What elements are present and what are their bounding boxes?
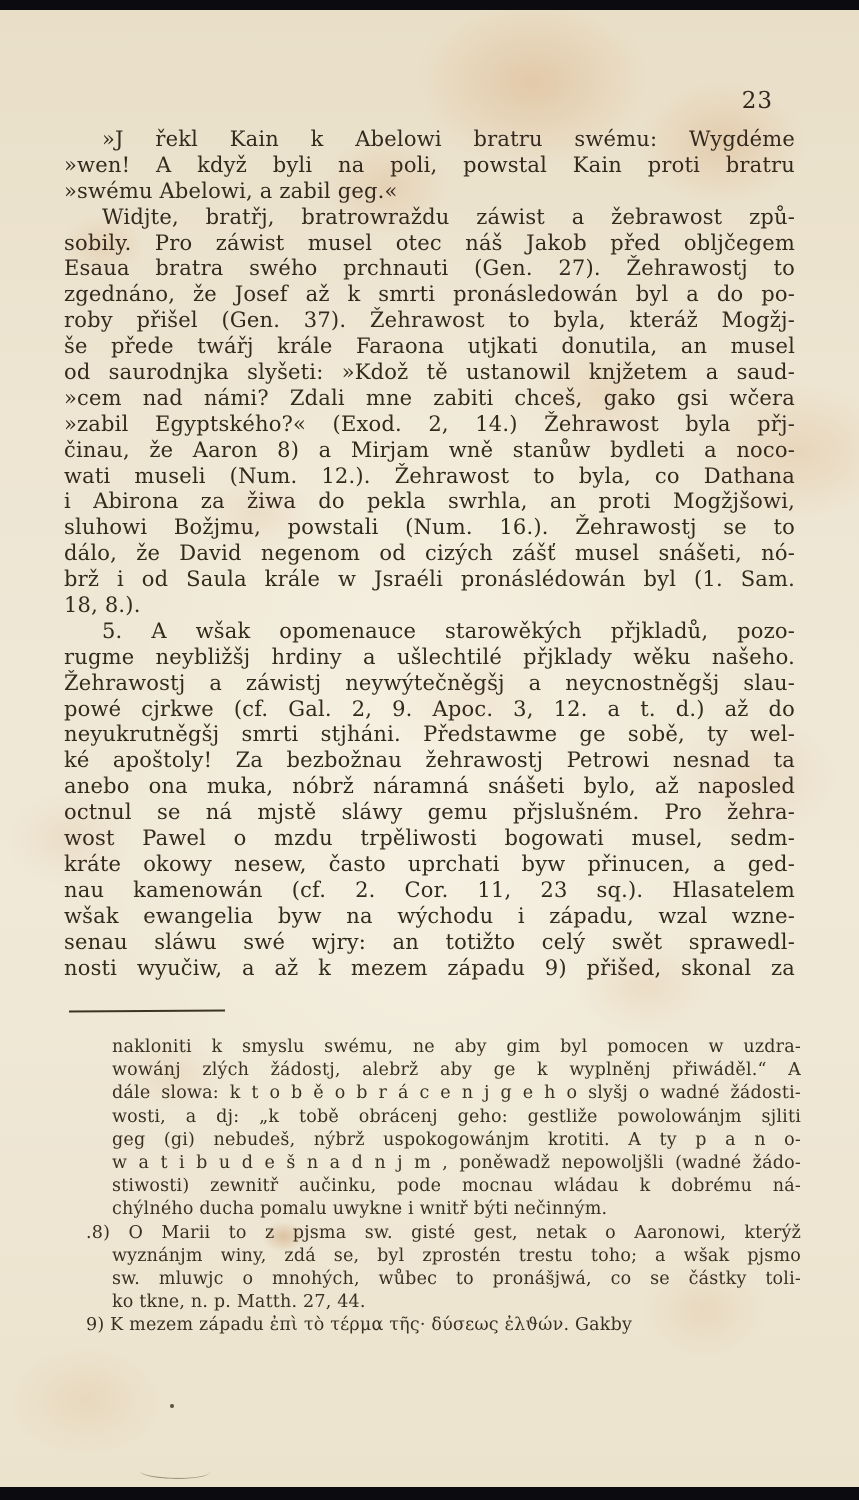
text-line: činau, že Aaron 8) a Mirjam wně stanůw bydleti a noco- <box>64 437 795 462</box>
text-line: ké apoštoly! Za bezbožnau žehrawostj Petrowi nesnad ta <box>64 748 795 773</box>
footnote-line: geg (gi) nebudeš, nýbrž uspokogowánjm krotiti. A ty p a n o- <box>112 1129 801 1150</box>
text-line: od saurodnjka slyšeti: »Kdož tě ustanowil knjžetem a saud- <box>64 360 795 385</box>
text-line: zgednáno, že Josef až k smrti pronásledowán byl a do po- <box>64 282 795 307</box>
text-line: anebo ona muka, nóbrž náramná snášeti bylo, až naposled <box>64 774 795 799</box>
text-line: Widjte, bratřj, bratrowraždu záwist a žebrawost způ- <box>102 204 795 229</box>
text-line: »swému Abelowi, a zabil geg.« <box>64 178 398 203</box>
text-line: senau sláwu swé wjry: an totižto celý swět sprawedl- <box>64 929 795 954</box>
footnote-line: nakloniti k smyslu swému, ne aby gim byl pomocen w uzdra- <box>112 1037 801 1057</box>
footnote-line: sw. mluwjc o mnohých, wůbec to pronášjwá, co se částky toli- <box>112 1268 801 1289</box>
footnote-line: wowánj zlých žádostj, alebrž aby ge k wyplněnj přiwáděl.“ A <box>112 1060 801 1081</box>
text-line: Žehrawostj a záwistj neywýtečněgšj a neycnostněgšj slau- <box>64 670 795 695</box>
footnote-line: wyznánjm winy, zdá se, byl zprostén trestu toho; a wšak pjsmo <box>112 1245 801 1266</box>
footnotes-block <box>86 1036 801 1337</box>
footnote-line: chýlného ducha pomalu uwykne i wnitř býti nečinným. <box>112 1199 608 1220</box>
text-line: octnul se ná mjstě sláwy gemu přjslušném. Pro žehra- <box>64 800 795 825</box>
text-line: Esaua bratra swého prchnauti (Gen. 27). Žehrawostj to <box>64 256 795 281</box>
page-number: 23 <box>741 88 773 114</box>
text-line: brž i od Saula krále w Jsraéli pronáslédowán byl (1. Sam. <box>64 567 795 592</box>
text-line: »zabil Egyptského?« (Exod. 2, 14.) Žehrawost byla přj- <box>64 411 795 436</box>
scan-border-bottom <box>0 1487 859 1500</box>
footnote-line: .8) O Marii to z pjsma sw. gisté gest, netak o Aaronowi, kterýž <box>86 1222 801 1243</box>
footnote-line: ko tkne, n. p. Matth. 27, 44. <box>112 1292 366 1313</box>
text-line: nosti wyučiw, a až k mezem západu 9) přišed, skonal za <box>64 955 795 980</box>
text-line: »cem nad námi? Zdali mne zabiti chceš, gako gsi wčera <box>64 385 795 410</box>
footnote-line: dále slowa: k t o b ě o b r á c e n j g e h o slyšj o wadné žádosti- <box>112 1083 801 1104</box>
text-line: wati museli (Num. 12.). Žehrawost to byla, co Dathana <box>64 463 795 488</box>
text-line: roby přišel (Gen. 37). Žehrawost to byla, kteráž Mogžj- <box>64 308 795 333</box>
text-line: nau kamenowán (cf. 2. Cor. 11, 23 sq.). Hlasatelem <box>64 877 795 902</box>
text-line: še přede twářj krále Faraona utjkati donutila, an musel <box>64 334 795 359</box>
text-line: i Abirona za žiwa do pekla swrhla, an proti Mogžjšowi, <box>64 489 795 514</box>
text-line: neyukrutněgšj smrti stjháni. Předstawme ge sobě, ty wel- <box>64 722 795 747</box>
text-line: wšak ewangelia byw na wýchodu i západu, wzal wzne- <box>64 903 795 928</box>
text-line: wost Pawel o mzdu trpěliwosti bogowati musel, sedm- <box>64 826 795 851</box>
text-line: sluhowi Božjmu, powstali (Num. 16.). Žehrawostj se to <box>64 515 795 540</box>
text-line: 5. A wšak opomenauce starowěkých přjkladů, pozo- <box>102 618 795 643</box>
text-line: 18, 8.). <box>64 593 141 618</box>
text-line: kráte okowy nesew, často uprchati byw přinucen, a ged- <box>64 851 795 876</box>
scan-border-top <box>0 0 859 10</box>
text-line: dálo, že David negenom od cizých zášť musel snášeti, nó- <box>64 541 795 566</box>
text-line: sobily. Pro záwist musel otec náš Jakob před obljčegem <box>64 230 795 255</box>
footnote-line: 9) K mezem západu ἐπὶ τὸ τέρμα τῆς· δύσεως ἐλϑών. Gakby <box>86 1315 633 1336</box>
footnote-line: wosti, a dj: „k tobě obrácenj geho: gestliže powolowánjm sjliti <box>112 1106 801 1127</box>
footnote-line: stiwosti) zewnitř aučinku, pode mocnau wládau k dobrému ná- <box>112 1176 801 1197</box>
text-line: powé cjrkwe (cf. Gal. 2, 9. Apoc. 3, 12. a t. d.) až do <box>64 696 795 721</box>
main-text-block <box>64 127 795 981</box>
footnote-line: w a t i b u d e š n a d n j m , poněwadž nepowoljšli (wadné žádo- <box>112 1152 801 1173</box>
text-line: rugme neybližšj hrdiny a ušlechtilé přjklady wěku našeho. <box>64 644 795 669</box>
ink-speck <box>170 1404 174 1408</box>
text-line: »J řekl Kain k Abelowi bratru swému: Wygdéme <box>102 127 795 151</box>
text-line: »wen! A když byli na poli, powstal Kain proti bratru <box>64 152 795 177</box>
